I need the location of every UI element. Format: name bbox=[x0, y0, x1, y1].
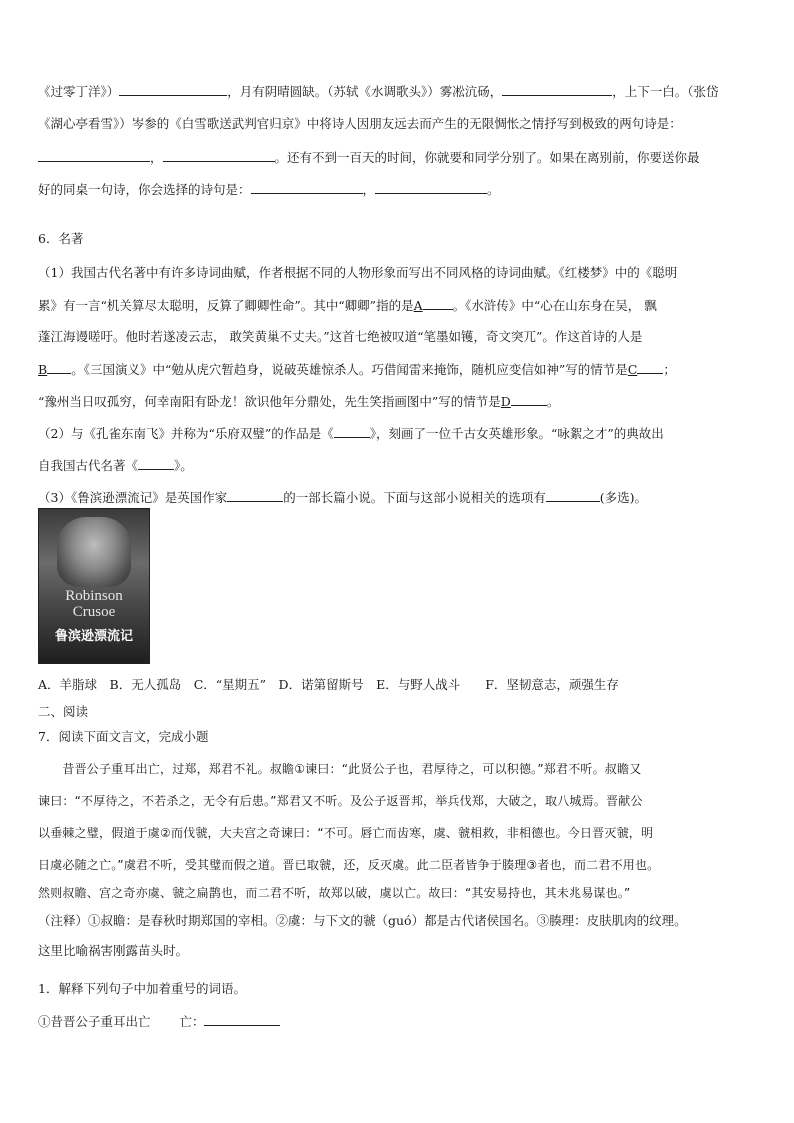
q6-p2-line1 bbox=[38, 424, 664, 443]
text: (多选)。 bbox=[599, 490, 647, 505]
text: 。 bbox=[487, 182, 500, 197]
q6-p2-line2 bbox=[38, 456, 193, 475]
answer-blank[interactable] bbox=[47, 360, 71, 374]
text: “豫州当日叹孤穷，何幸南阳有卧龙！欲识他年分鼎处，先生笑指画图中”写的情节是 bbox=[38, 394, 501, 409]
passage-line-1: 昔晋公子重耳出亡，过郑，郑君不礼。叔瞻①谏曰：“此贤公子也，君厚待之，可以积德。”郑君不听。叔瞻又 bbox=[38, 762, 642, 776]
section-2-heading: 二、阅读 bbox=[38, 704, 89, 719]
passage-line-2: 谏曰：“不厚待之，不若杀之，无令有后患。”郑君又不听。及公子返晋邦，举兵伐郑，大破之，取八城焉。晋献公 bbox=[38, 794, 643, 808]
passage-line-4: 日虞必随之亡。”虞君不听，受其璧而假之道。晋已取虢，还，反灭虞。此二臣者皆争于腠理③者也，而二君不用也。 bbox=[38, 858, 660, 872]
text: ， bbox=[150, 150, 163, 165]
text: 。还有不到一百天的时间，你就要和同学分别了。如果在离别前，你要送你最 bbox=[274, 150, 700, 165]
cover-title-cn: 鲁滨逊漂流记 bbox=[54, 629, 133, 644]
answer-blank[interactable] bbox=[334, 424, 370, 438]
answer-blank[interactable] bbox=[511, 392, 547, 406]
sub-question-1-item-1 bbox=[38, 1012, 280, 1031]
blank-label-a: A bbox=[413, 298, 423, 313]
question-7-title: 7．阅读下面文言文，完成小题 bbox=[38, 729, 209, 744]
answer-blank[interactable] bbox=[227, 488, 283, 502]
q6-p1-line2 bbox=[38, 296, 657, 315]
answer-blank[interactable] bbox=[204, 1012, 280, 1026]
cover-figure-image bbox=[57, 517, 131, 587]
notes-line-1: （注释）①叔瞻：是春秋时期郑国的宰相。②虞：与下文的虢（guó）都是古代诸侯国名。③腠理：皮肤肌肉的纹理。 bbox=[38, 913, 687, 928]
q6-p1-line3: 蓬江海谩嗟吁。他时若遂凌云志， 敢笑黄巢不丈夫。”这首七绝被叹道“笔墨如镬，奇文突兀”。作这首诗的人是 bbox=[38, 329, 643, 344]
text: 累》有一言“机关算尽太聪明，反算了卿卿性命”。其中“卿卿”指的是 bbox=[38, 298, 414, 313]
question-6-title: 6．名著 bbox=[38, 231, 84, 246]
text: 》。 bbox=[174, 458, 193, 473]
sub-question-1: 1．解释下列句子中加着重号的词语。 bbox=[38, 981, 246, 996]
cover-title-line1: Robinson bbox=[65, 588, 123, 604]
text: 。《三国演义》中“勉从虎穴暂趋身，说破英雄惊杀人。巧借闻雷来掩饰，随机应变信如神”写的情节是 bbox=[71, 362, 628, 377]
text: 《过零丁洋》） bbox=[38, 84, 120, 99]
answer-blank[interactable] bbox=[119, 82, 227, 96]
passage-line-5: 然则叔瞻、宫之奇亦虞、虢之扁鹊也，而二君不听，故郑以破，虞以亡。故曰：“其安易持也，其未兆易谋也。” bbox=[38, 886, 631, 900]
answer-blank[interactable] bbox=[546, 488, 600, 502]
q6-options: A．羊脂球 B．无人孤岛 C．“星期五” D．诺第留斯号 E．与野人战斗 F．坚韧意志，顽强生存 bbox=[38, 677, 619, 692]
answer-blank[interactable] bbox=[163, 148, 275, 162]
text: ①昔晋公子重耳出亡 亡： bbox=[38, 1014, 205, 1029]
cover-title-line2: Crusoe bbox=[72, 604, 116, 620]
blank-label-c: C bbox=[627, 362, 638, 377]
text: ，上下一白。（张岱 bbox=[612, 84, 719, 99]
blank-label-b: B bbox=[38, 362, 48, 377]
text: 。《水浒传》中“心在山东身在吴， 飘 bbox=[452, 298, 657, 313]
answer-blank[interactable] bbox=[38, 148, 150, 162]
text: （3）《鲁滨逊漂流记》是英国作家 bbox=[38, 490, 228, 505]
fill-line-3 bbox=[38, 148, 700, 167]
fill-line-4 bbox=[38, 180, 500, 199]
q6-p1-line4 bbox=[38, 360, 676, 379]
blank-label-d: D bbox=[500, 394, 511, 409]
answer-blank[interactable] bbox=[502, 82, 612, 96]
text: 》，刻画了一位千古女英雄形象。“咏絮之才”的典故出 bbox=[369, 426, 664, 441]
fill-line-1 bbox=[38, 82, 719, 101]
passage-line-3: 以垂棘之璧，假道于虞②而伐虢，大夫宫之奇谏曰：“不可。唇亡而齿寒，虞、虢相救，非相德也。今日晋灭虢，明 bbox=[38, 826, 654, 840]
text: ，月有阴晴圆缺。（苏轼《水调歌头》）雾凇沆砀， bbox=[227, 84, 503, 99]
fill-line-2: 《湖心亭看雪》）岑参的《白雪歌送武判官归京》中将诗人因朋友远去而产生的无限惆怅之情抒写到极致的两句诗是： bbox=[38, 116, 682, 131]
text: 。 bbox=[546, 394, 560, 409]
q6-p3-line bbox=[38, 488, 647, 507]
text: （2）与《孔雀东南飞》并称为“乐府双璧”的作品是《 bbox=[38, 426, 334, 441]
q6-p1-line5 bbox=[38, 392, 559, 411]
q6-p1-line1: （1）我国古代名著中有许多诗词曲赋，作者根据不同的人物形象而写出不同风格的诗词曲赋。《红楼梦》中的《聪明 bbox=[38, 265, 678, 280]
notes-line-2: 这里比喻祸害刚露苗头时。 bbox=[38, 943, 189, 958]
text: 自我国古代名著《 bbox=[38, 458, 139, 473]
robinson-crusoe-book-cover bbox=[38, 508, 150, 664]
text: 的一部长篇小说。下面与这部小说相关的选项有 bbox=[283, 490, 546, 505]
text: 好的同桌一句诗，你会选择的诗句是： bbox=[38, 182, 251, 197]
answer-blank[interactable] bbox=[423, 296, 453, 310]
answer-blank[interactable] bbox=[637, 360, 663, 374]
text: ， bbox=[362, 182, 376, 197]
text: ； bbox=[663, 362, 676, 377]
answer-blank[interactable] bbox=[375, 180, 487, 194]
answer-blank[interactable] bbox=[251, 180, 363, 194]
answer-blank[interactable] bbox=[138, 456, 174, 470]
